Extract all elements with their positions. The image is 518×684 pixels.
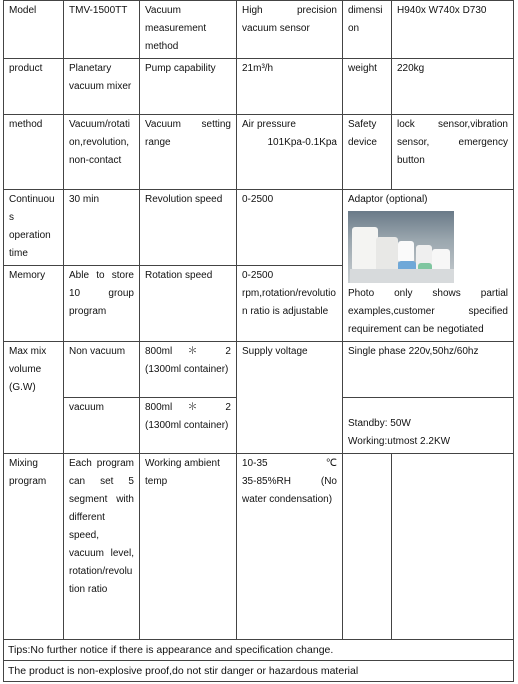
value-pump-capability: 21m³/h	[237, 59, 343, 115]
adaptor-label: Adaptor (optional)	[348, 194, 428, 205]
air-pressure-label: Air pressure	[242, 119, 296, 130]
adaptor-photo	[348, 211, 454, 283]
row-continuous-operation	[4, 190, 514, 266]
row-max-mix-volume	[4, 342, 514, 398]
label-product: product	[4, 59, 64, 115]
label-vacuum-setting-range: Vacuum setting range	[140, 115, 237, 190]
value-power: Standby: 50W Working:utmost 2.2KW	[343, 398, 514, 454]
air-pressure-range: 101Kpa-0.1Kpa	[267, 137, 337, 148]
label-continuous-operation: Continuous operation time	[4, 190, 64, 266]
row-product	[4, 59, 514, 115]
spec-table	[3, 0, 514, 682]
label-mixing-program: Mixing program	[4, 454, 64, 640]
value-non-vacuum: 800ml ＊ 2 (1300ml container)	[140, 342, 237, 398]
label-model: Model	[4, 1, 64, 59]
adaptor-cell	[343, 190, 514, 342]
empty-cell-a	[343, 454, 392, 640]
row-method	[4, 115, 514, 190]
label-max-mix-volume: Max mix volume (G.W)	[4, 342, 64, 454]
label-pump-capability: Pump capability	[140, 59, 237, 115]
label-dimension: dimension	[343, 1, 392, 59]
value-working-ambient	[237, 454, 343, 640]
value-product: Planetary vacuum mixer	[64, 59, 140, 115]
label-memory: Memory	[4, 266, 64, 342]
row-tips	[4, 640, 514, 661]
value-revolution-speed: 0-2500	[237, 190, 343, 266]
value-rotation-speed: 0-2500 rpm,rotation/revolution ratio is adjustable	[237, 266, 343, 342]
label-vacuum: vacuum	[64, 398, 140, 454]
row-warning	[4, 661, 514, 682]
adaptor-note: Photo only shows partial examples,customer specified requirement can be negotiated	[348, 288, 508, 335]
label-working-ambient: Working ambient temp	[140, 454, 237, 640]
label-non-vacuum: Non vacuum	[64, 342, 140, 398]
value-safety-device: lock sensor,vibration sensor, emergency button	[392, 115, 514, 190]
label-revolution-speed: Revolution speed	[140, 190, 237, 266]
tips-text: Tips:No further notice if there is appearance and specification change.	[4, 640, 514, 661]
value-weight: 220kg	[392, 59, 514, 115]
value-vacuum-measurement: High precision vacuum sensor	[237, 1, 343, 59]
value-method: Vacuum/rotation,revolution,non-contact	[64, 115, 140, 190]
value-mixing-program: Each program can set 5 segment with different speed, vacuum level, rotation/revolution ratio	[64, 454, 140, 640]
warning-text: The product is non-explosive proof,do not stir danger or hazardous material	[4, 661, 514, 682]
label-rotation-speed: Rotation speed	[140, 266, 237, 342]
ambient-humidity: 35-85%RH (No water condensation)	[242, 476, 337, 505]
value-model: TMV-1500TT	[64, 1, 140, 59]
value-dimension: H940x W740x D730	[392, 1, 514, 59]
value-continuous-operation: 30 min	[64, 190, 140, 266]
value-vacuum-setting-range	[237, 115, 343, 190]
row-mixing-program	[4, 454, 514, 640]
row-model	[4, 1, 514, 59]
empty-cell-b	[392, 454, 514, 640]
label-weight: weight	[343, 59, 392, 115]
label-method: method	[4, 115, 64, 190]
value-vacuum: 800ml ＊ 2 (1300ml container)	[140, 398, 237, 454]
label-vacuum-measurement: Vacuum measurement method	[140, 1, 237, 59]
value-memory: Able to store 10 group program	[64, 266, 140, 342]
ambient-temp: 10-35 ℃	[242, 458, 337, 469]
label-supply-voltage: Supply voltage	[237, 342, 343, 454]
label-safety-device: Safety device	[343, 115, 392, 190]
value-supply-voltage: Single phase 220v,50hz/60hz	[343, 342, 514, 398]
